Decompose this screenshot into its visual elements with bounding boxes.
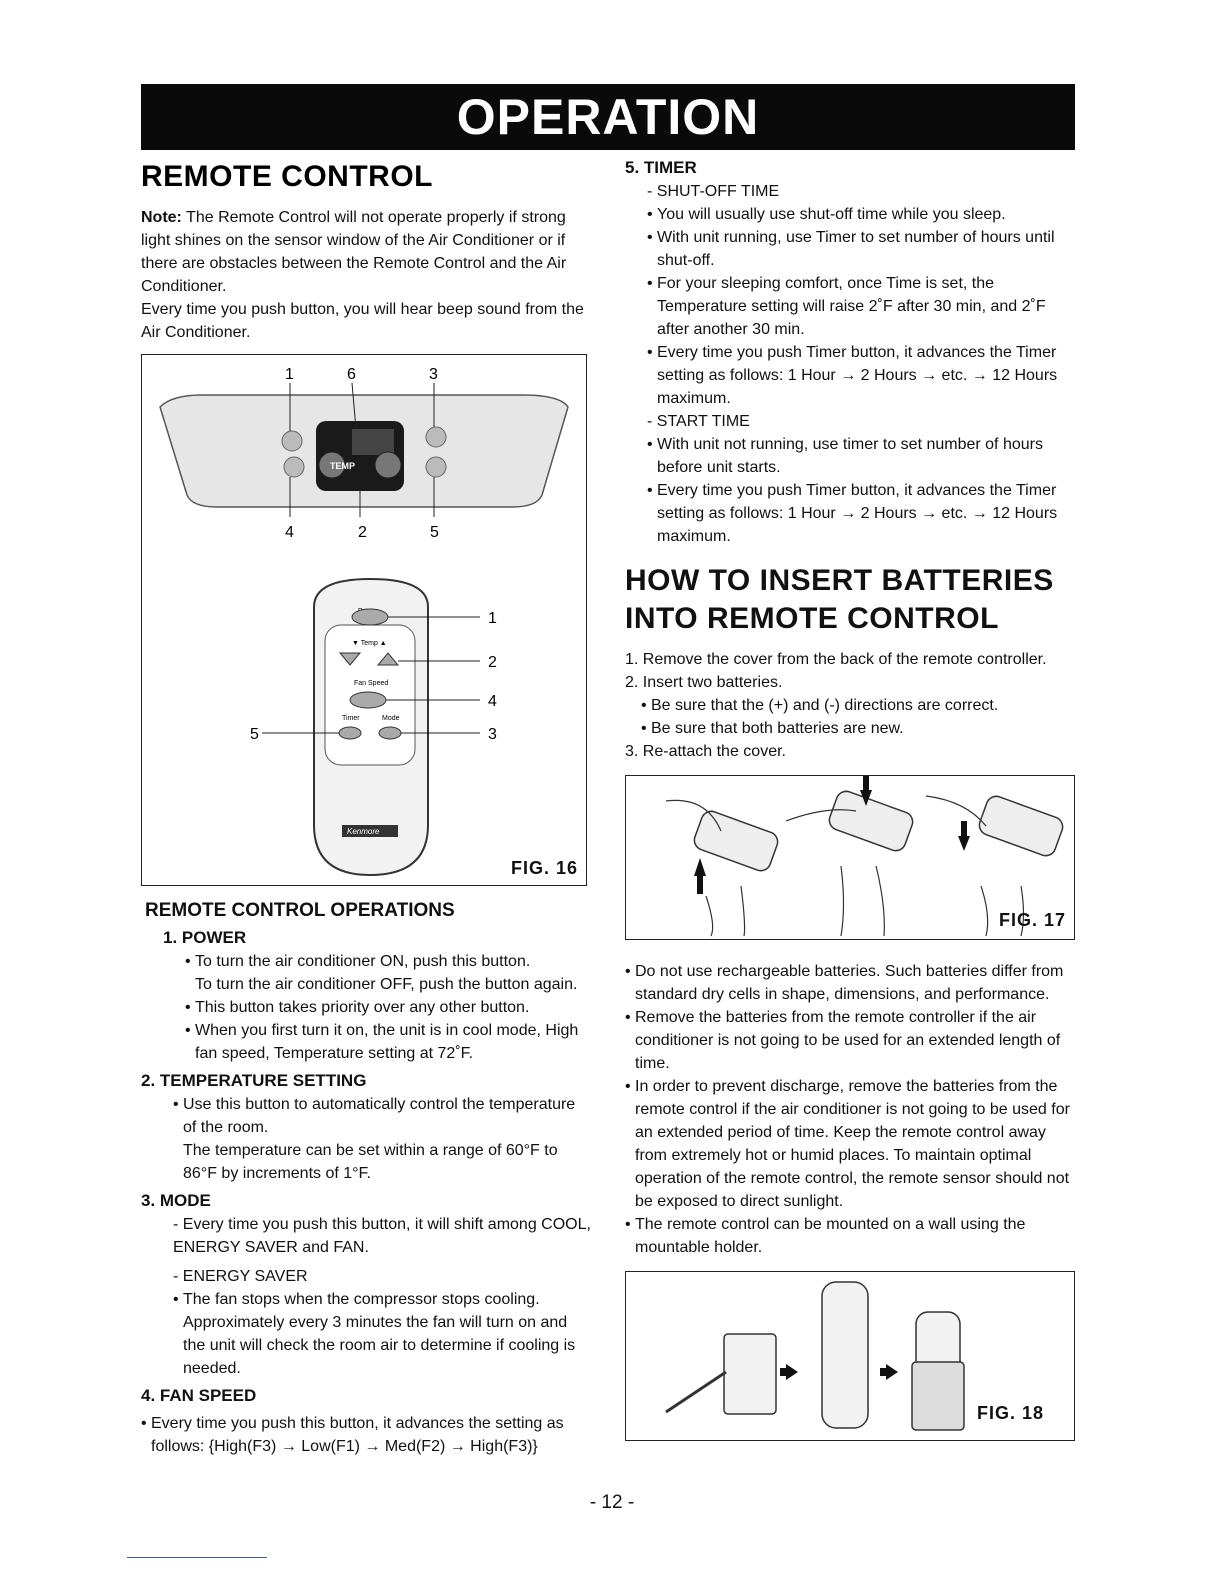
note-label: Note: [141, 209, 182, 226]
temp-bullet-1b: The temperature can be set within a range of 60°F to 86°F by increments of 1°F. [183, 1142, 558, 1182]
remote-mode-text: Mode [382, 715, 400, 722]
remote-ops-heading: REMOTE CONTROL OPERATIONS [145, 900, 455, 921]
left-column [141, 152, 591, 1458]
panel-num-top-3: 3 [429, 366, 438, 383]
fan-bullet-1: • Every time you push this button, it advances the setting as follows: {High(F3) → Low(F1) → Med(F2) → High(F3)} [141, 1412, 591, 1458]
power-title: 1. POWER [163, 928, 247, 947]
timer-title: 5. TIMER [625, 158, 697, 177]
timer-dash-2: - START TIME [647, 413, 750, 430]
power-bullet-2: • This button takes priority over any other button. [185, 996, 591, 1019]
beep-paragraph: Every time you push button, you will hear beep sound from the Air Conditioner. [141, 301, 584, 341]
page-banner: OPERATION [141, 84, 1075, 150]
footer-line [127, 1557, 267, 1558]
battery-note-4: • The remote control can be mounted on a wall using the mountable holder. [625, 1213, 1075, 1259]
panel-num-bottom-5: 5 [430, 524, 439, 541]
batteries-heading-line-2: INTO REMOTE CONTROL [625, 602, 999, 635]
step-2b: • Be sure that both batteries are new. [641, 717, 1075, 740]
panel-num-bottom-4: 4 [285, 524, 294, 541]
fig16-illustration [142, 355, 586, 885]
timer-bullet-5: • With unit not running, use timer to set number of hours before unit starts. [647, 433, 1075, 479]
note-paragraph [141, 206, 591, 298]
mode-bullet-1: • The fan stops when the compressor stops cooling. Approximately every 3 minutes the fan will turn on and the unit will check the room air to determine if cooling is needed. [173, 1288, 591, 1380]
temp-title: 2. TEMPERATURE SETTING [141, 1071, 367, 1090]
mode-dash-2: - ENERGY SAVER [173, 1268, 308, 1285]
battery-note-1: • Do not use rechargeable batteries. Such batteries differ from standard dry cells in shape, dimensions, and performance. [625, 960, 1075, 1006]
figure-18 [625, 1271, 1075, 1441]
batteries-heading [625, 562, 1075, 638]
timer-bullet-4: • Every time you push Timer button, it advances the Timer setting as follows: 1 Hour → 2 Hours → etc. → 12 Hours maximum. [647, 341, 1075, 410]
remote-fan-text: Fan Speed [354, 680, 389, 687]
timer-bullet-1: • You will usually use shut-off time while you sleep. [647, 203, 1075, 226]
page-number: - 12 - [589, 1492, 635, 1513]
timer-bullet-6: • Every time you push Timer button, it advances the Timer setting as follows: 1 Hour → 2 Hours → etc. → 12 Hours maximum. [647, 479, 1075, 548]
battery-note-3: • In order to prevent discharge, remove the batteries from the remote control if the air conditioner is not going to be used for an extended period of time. Keep the remote control away from extremely hot or humid places. To maintain optimal operation of the remote control, the remote sensor should not be exposed to direct sunlight. [625, 1075, 1075, 1213]
remote-num-5: 5 [250, 726, 259, 743]
remote-timer-text: Timer [342, 715, 360, 722]
panel-num-bottom-2: 2 [358, 524, 367, 541]
timer-dash-1: - SHUT-OFF TIME [647, 183, 780, 200]
panel-num-top-6: 6 [347, 366, 356, 383]
power-bullet-1a: • To turn the air conditioner ON, push this button. [185, 950, 591, 973]
remote-num-1: 1 [488, 610, 497, 627]
fig16-label: FIG. 16 [510, 858, 578, 878]
remote-brand-text: Kenmore [347, 827, 380, 836]
remote-num-4: 4 [488, 693, 497, 710]
batteries-heading-line-1: HOW TO INSERT BATTERIES [625, 564, 1054, 597]
figure-17 [625, 775, 1075, 940]
fig18-label: FIG. 18 [976, 1403, 1044, 1423]
note-text: The Remote Control will not operate properly if strong light shines on the sensor window of the Air Conditioner or if there are obstacles between the Remote Control and the Air Conditioner. [141, 209, 567, 295]
timer-bullet-3: • For your sleeping comfort, once Time is set, the Temperature setting will raise 2˚F after 30 min, and 2˚F after another 30 min. [647, 272, 1075, 341]
battery-note-2: • Remove the batteries from the remote controller if the air conditioner is not going to be used for an extended length of time. [625, 1006, 1075, 1075]
remote-control-heading: REMOTE CONTROL [141, 160, 433, 193]
timer-bullet-2: • With unit running, use Timer to set number of hours until shut-off. [647, 226, 1075, 272]
remote-num-2: 2 [488, 654, 497, 671]
figure-16 [141, 354, 587, 886]
remote-temp-text: ▼ Temp ▲ [352, 640, 387, 647]
mode-dash-1: - Every time you push this button, it will shift among COOL, ENERGY SAVER and FAN. [173, 1216, 591, 1256]
fan-title: 4. FAN SPEED [141, 1386, 257, 1405]
panel-num-top-1: 1 [285, 366, 294, 383]
step-2a: • Be sure that the (+) and (-) directions are correct. [641, 694, 1075, 717]
power-bullet-3: • When you first turn it on, the unit is in cool mode, High fan speed, Temperature setting at 72˚F. [185, 1019, 591, 1065]
remote-num-3: 3 [488, 726, 497, 743]
step-1: 1. Remove the cover from the back of the remote controller. [625, 651, 1047, 668]
power-bullet-1b: To turn the air conditioner OFF, push the button again. [195, 976, 578, 993]
step-2: 2. Insert two batteries. [625, 674, 783, 691]
step-3: 3. Re-attach the cover. [625, 743, 786, 760]
mode-title: 3. MODE [141, 1191, 211, 1210]
temp-bullet-1a: • Use this button to automatically control the temperature of the room. [173, 1093, 591, 1139]
fig17-label: FIG. 17 [998, 910, 1066, 930]
panel-temp-label: TEMP [330, 461, 356, 471]
right-column [625, 152, 1075, 1441]
